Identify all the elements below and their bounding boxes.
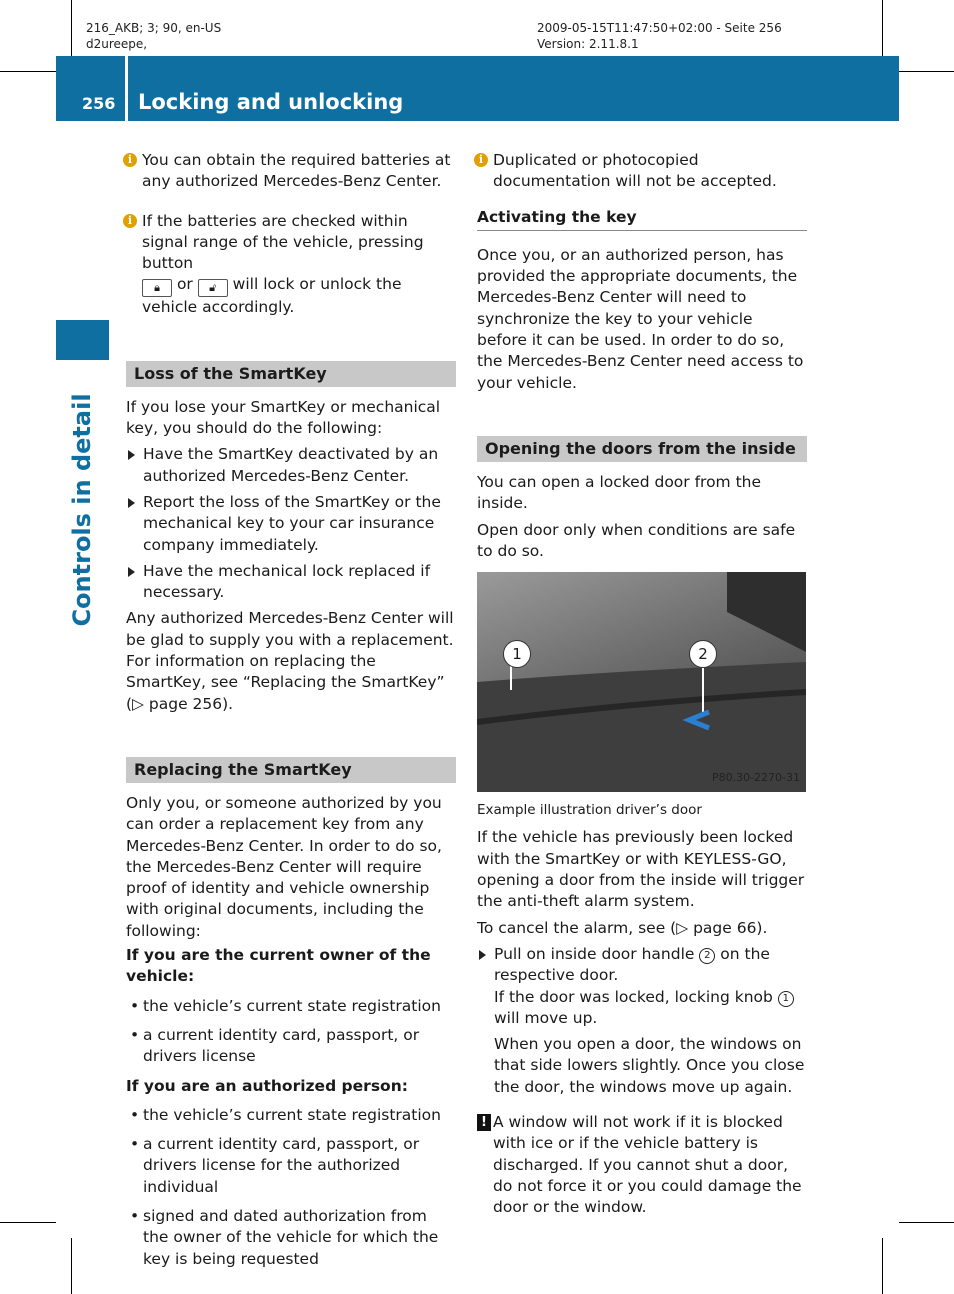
crop-mark xyxy=(882,1238,883,1294)
step-item: Pull on inside door handle 2 on the respective door. If the door was locked, locking knob 1 will move up. xyxy=(477,944,807,1029)
paragraph: Any authorized Mercedes-Benz Center will be glad to supply you with a replacement. For information on replacing the SmartKey, see “Replacing the SmartKey” (▷ page 256). xyxy=(126,609,454,713)
figure-label-1: 1 xyxy=(503,640,531,668)
list-item: • the vehicle’s current state registration xyxy=(126,1105,456,1126)
paragraph: To cancel the alarm, see (▷ page 66). xyxy=(477,918,768,937)
callout-2: 2 xyxy=(699,948,715,964)
right-column xyxy=(477,150,807,1237)
crop-mark xyxy=(899,1222,954,1223)
list-item: • the vehicle’s current state registration xyxy=(126,996,456,1017)
paragraph: If the vehicle has previously been locked with the SmartKey or with KEYLESS-GO, opening a door from the inside will trigger the anti-theft alarm system. xyxy=(477,828,805,911)
list-item: • a current identity card, passport, or drivers license xyxy=(126,1025,456,1068)
paragraph: Only you, or someone authorized by you can order a replacement key from any Mercedes-Benz Center. In order to do so, the Mercedes-Benz Center will require proof of identity and vehicle ownership with original documents, including the following: xyxy=(126,793,442,940)
step-item: Have the mechanical lock replaced if necessary. xyxy=(126,561,456,604)
section-heading: Opening the doors from the inside xyxy=(477,436,807,462)
paragraph: Once you, or an authorized person, has provided the appropriate documents, the Mercedes-Benz Center will need to synchronize the key to your vehicle before it can be used. In order to do so, the Mercedes-Benz Center need access to your vehicle. xyxy=(477,245,804,392)
figure-caption: Example illustration driver’s door xyxy=(477,802,702,819)
paragraph: When you open a door, the windows on that side lowers slightly. Once you close the door, the windows move up again. xyxy=(494,1035,805,1096)
list-item: • signed and dated authorization from the owner of the vehicle for which the key is being requested xyxy=(126,1206,456,1270)
unlock-icon: 🔓︎ xyxy=(198,279,228,297)
side-tab-marker xyxy=(56,320,109,360)
list-item: • a current identity card, passport, or drivers license for the authorized individual xyxy=(126,1134,456,1198)
door-panel-graphic xyxy=(477,572,806,792)
header-divider xyxy=(125,56,128,121)
info-note: i You can obtain the required batteries at any authorized Mercedes-Benz Center. xyxy=(126,150,456,193)
section-heading: Replacing the SmartKey xyxy=(126,757,456,783)
warning-note: ! A window will not work if it is blocked with ice or if the vehicle battery is discharged. If you cannot shut a door, do not force it or you could damage the door or the window. xyxy=(477,1112,807,1218)
subheading: If you are the current owner of the vehicle: xyxy=(126,946,431,986)
left-column xyxy=(126,150,456,1270)
info-note: i Duplicated or photocopied documentation will not be accepted. xyxy=(477,150,807,193)
paragraph: You can open a locked door from the inside. xyxy=(477,472,762,513)
door-illustration xyxy=(477,572,806,792)
print-meta-right: 2009-05-15T11:47:50+02:00 - Seite 256 Version: 2.11.8.1 xyxy=(537,21,782,51)
subheading: If you are an authorized person: xyxy=(126,1076,408,1095)
crop-mark xyxy=(71,1238,72,1294)
crop-mark xyxy=(0,1222,56,1223)
page-number: 256 xyxy=(82,94,116,113)
section-heading: Loss of the SmartKey xyxy=(126,361,456,387)
info-note: i If the batteries are checked within signal range of the vehicle, pressing button 🔒︎ or 🔓︎ will lock or unlock the vehicle accordingly. xyxy=(126,211,456,319)
warning-icon: ! xyxy=(477,1114,491,1131)
figure-label-2: 2 xyxy=(689,640,717,668)
crop-mark xyxy=(0,71,56,72)
info-icon: i xyxy=(474,153,488,167)
info-icon: i xyxy=(123,214,137,228)
step-item: Have the SmartKey deactivated by an authorized Mercedes-Benz Center. xyxy=(126,444,456,487)
step-item: Report the loss of the SmartKey or the mechanical key to your car insurance company immediately. xyxy=(126,492,456,556)
lock-icon: 🔒︎ xyxy=(142,279,172,297)
paragraph: If you lose your SmartKey or mechanical key, you should do the following: xyxy=(126,397,441,438)
figure-code: P80.30-2270-31 xyxy=(711,770,800,784)
callout-1: 1 xyxy=(778,991,794,1007)
crop-mark xyxy=(899,71,954,72)
side-tab-label: Controls in detail xyxy=(68,393,96,627)
subsection-heading: Activating the key xyxy=(477,207,807,231)
page-title: Locking and unlocking xyxy=(138,90,404,114)
paragraph: Open door only when conditions are safe to do so. xyxy=(477,520,796,560)
crop-mark xyxy=(882,0,883,56)
info-icon: i xyxy=(123,153,137,167)
print-meta-left: 216_AKB; 3; 90, en-US d2ureepe, xyxy=(86,21,222,51)
crop-mark xyxy=(71,0,72,56)
